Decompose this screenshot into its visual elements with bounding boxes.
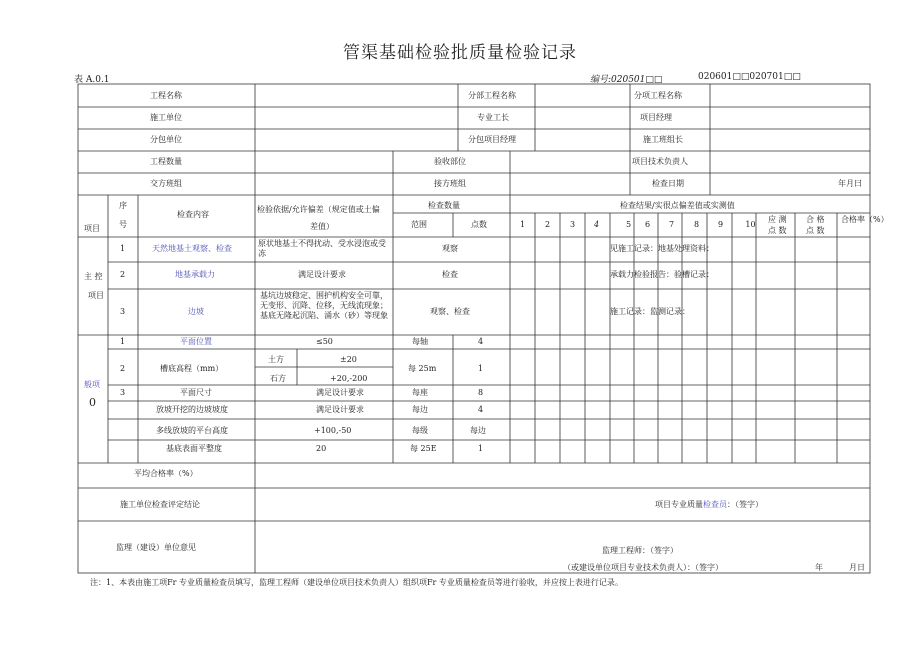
label-foreman: 专业工长 [477,113,509,122]
gen-row1-range: 每轴 [412,337,428,346]
sign-year: 年 [815,563,823,572]
label-date-ymd: 年月曰 [838,179,862,188]
col-n5: 5 [625,220,632,229]
col-pass-a: 合 格 [806,215,825,224]
gen-row5-basis: +100,-50 [314,426,352,435]
main-row2-content: 地基承载力 [175,270,215,279]
gen-row4-content: 放坡开挖的边坡坡度 [156,405,228,414]
gen-row4-basis: 满足设计要求 [316,405,364,414]
main-row2-seq: 2 [120,270,126,279]
main-row3-range: 观察、检查 [430,307,470,316]
col-n3: 3 [569,220,576,229]
main-row3-content: 边坡 [188,307,204,316]
col-check-qty: 检查数量 [428,201,460,210]
main-ctrl-label-b: 项目 [88,291,104,300]
label-handover-team: 交方班组 [150,179,182,188]
col-pass-rate: 合格率（%） [841,215,889,224]
owner-rep-sign: （或建设单位项目专业技术负责人）：（签字） [563,563,723,572]
gen-row1-seq: 1 [120,337,126,346]
gen-row6-range: 每 25E [410,444,437,453]
page-title: 管渠基础检验批质量检验记录 [343,43,577,63]
col-n8: 8 [693,220,700,229]
main-row1-range: 观察 [442,244,458,253]
col-results: 检查结果/实很点偏差值或实测值 [620,201,735,210]
col-n9: 9 [717,220,724,229]
gen-row2-points: 1 [478,364,484,373]
general-label-b: 0 [89,396,96,409]
label-construction-unit: 施工单位 [150,113,182,122]
gen-row3-content: 平面尺寸 [180,388,212,397]
gen-row2-val2: +20,-200 [330,374,368,383]
gen-row3-range: 每座 [412,388,428,397]
col-n1: 1 [519,220,526,229]
quality-inspector-c: ：（签字） [727,500,763,509]
label-acceptance-part: 验收部位 [434,157,466,166]
col-n10: 10 [745,220,756,229]
main-row2-range: 检查 [442,270,458,279]
gen-row6-points: 1 [478,444,484,453]
gen-row2-content: 槽底高程（mm） [160,364,224,373]
label-subcontract-unit: 分包单位 [150,135,182,144]
gen-row2-sub1: 土方 [268,355,284,364]
col-n6: 6 [644,220,651,229]
main-ctrl-label-a: 主 控 [84,272,103,281]
col-seq-a: 序 [119,201,127,210]
col-should-a: 应 测 [768,215,787,224]
gen-row5-points: 每边 [470,426,486,435]
sign-month-day: 月日 [849,563,865,572]
label-tech-lead: 项目技术负责人 [632,157,688,166]
label-item-project: 分项工程名称 [634,91,682,100]
col-content: 检查内容 [177,210,209,219]
col-points: 点数 [471,220,487,229]
main-row2-result: 承载力检验报告：验槽记录： [610,270,714,279]
gen-row5-content: 多线放坡的平台高度 [156,426,228,435]
col-n7: 7 [668,220,675,229]
label-project-manager: 项目经理 [640,113,672,122]
engineer-sign: 监理工程师：（签字） [602,546,678,555]
main-row1-seq: 1 [120,244,126,253]
gen-row2-sub2: 石方 [270,374,286,383]
label-team-leader: 施工班组长 [643,135,683,144]
gen-row2-val1: ±20 [340,355,357,364]
footnote: 注：1、本表由施工项Fr 专业质量检查员填写，监理工程师（建设单位项目技术负责人）组织项Fr 专业质量检查员等进行验收，并应按上表进行记录。 [90,578,623,587]
gen-row2-range: 每 25m [408,364,437,373]
col-basis-a: 检验依据/允许偏差（规定值或土偏 [257,205,380,214]
quality-inspector-b: 检查员 [703,500,727,509]
label-quantity: 工程数量 [150,157,182,166]
main-row1-basis: 原状地基土不得扰动、受水浸泡或受冻 [258,239,386,258]
quality-inspector-sign [655,500,763,510]
supervision-label: 监理（建设）单位意见 [116,543,196,552]
label-sub-project: 分部工程名称 [468,91,516,100]
gen-row3-seq: 3 [120,388,126,397]
col-should-b: 点 数 [768,226,787,235]
table-number: 表 A.0.1 [74,75,110,85]
gen-row1-content: 平面位置 [180,337,212,346]
gen-row2-seq: 2 [120,364,126,373]
gen-row4-range: 每边 [412,405,428,414]
avg-rate-label: 平均合格率（%） [134,469,198,478]
col-item: 项目 [84,224,100,233]
conclusion-label: 施工单位检查评定结论 [120,500,200,509]
col-seq-b: 号 [119,220,127,229]
gen-row4-points: 4 [478,405,484,414]
gen-row6-basis: 20 [316,444,327,453]
gen-row1-points: 4 [478,337,484,346]
main-row3-basis: 基坑边坡稳定、围护机构安全可靠，无变形、沉降、位移，无线流现象；基底无隆起沉陷、涌水（砂）等现象 [260,291,388,320]
label-subcontract-manager: 分包项目经理 [468,135,516,144]
gen-row3-basis: 满足设计要求 [316,388,364,397]
record-code: 编号:020501□□ [590,75,663,85]
general-label: 般项 [84,380,100,389]
gen-row3-points: 8 [478,388,484,397]
record-code-extra: 020601□□020701□□ [698,72,801,82]
col-pass-b: 点 数 [806,226,825,235]
gen-row5-range: 每级 [412,426,428,435]
label-receiving-team: 接方班组 [434,179,466,188]
gen-row1-basis: ≤50 [316,337,333,346]
col-basis-b: 差值） [310,222,334,231]
col-n4: 4 [593,220,600,229]
main-row2-basis: 满足设计要求 [298,270,346,279]
main-row1-content: 天然地基土观察、检查 [152,244,232,253]
col-n2: 2 [544,220,551,229]
main-row3-seq: 3 [120,307,126,316]
label-inspect-date: 检查日期 [652,179,684,188]
gen-row6-content: 基底表面平整度 [166,444,222,453]
col-range: 范围 [411,220,427,229]
quality-inspector-a: 项目专业质量 [655,500,703,509]
label-project-name: 工程名称 [150,91,182,100]
main-row1-result: 见施工记录：地基处理资料： [610,244,714,253]
main-row3-result: 施工记录：监测记录： [610,307,690,316]
